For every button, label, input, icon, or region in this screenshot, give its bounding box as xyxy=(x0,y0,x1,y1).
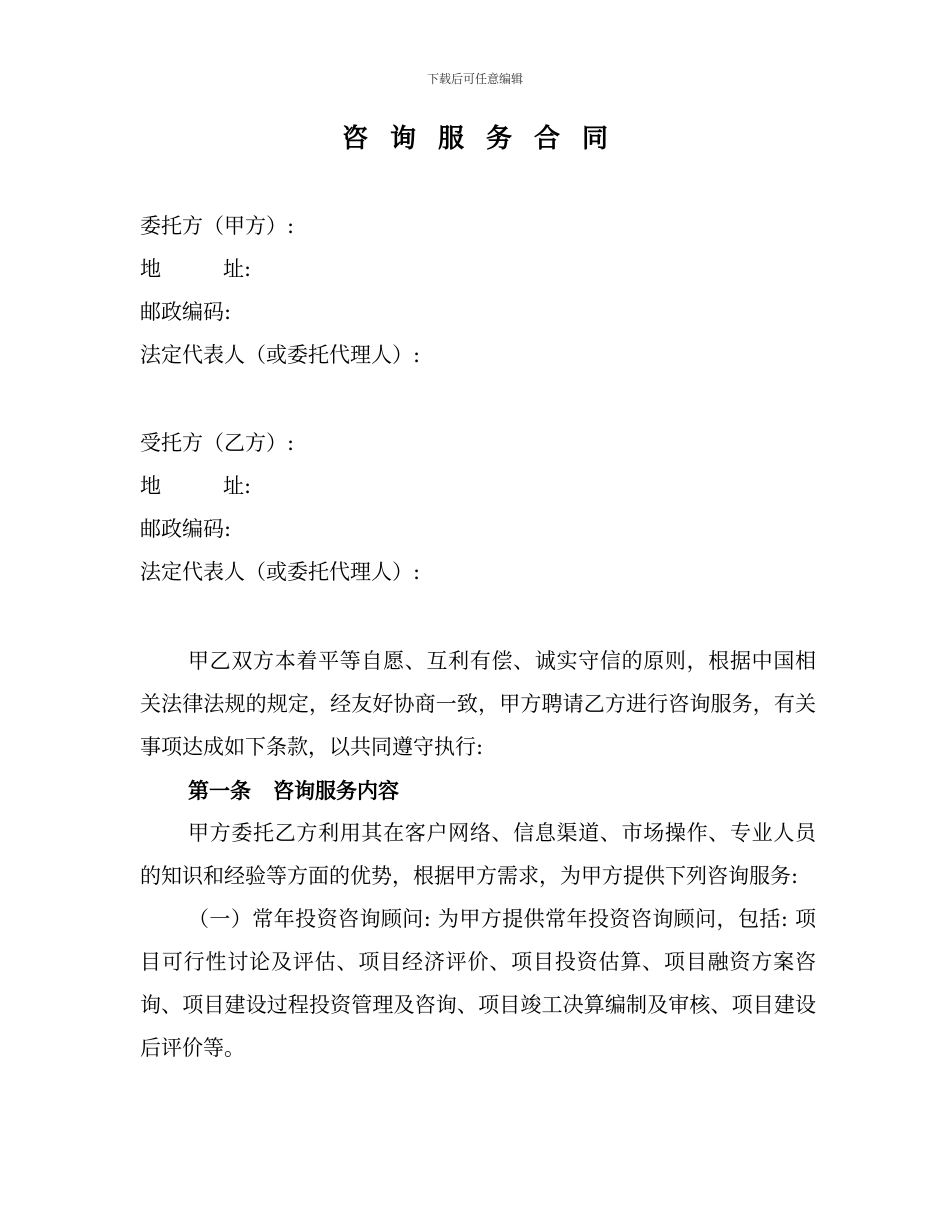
article-1-item-1-paragraph: （一）常年投资咨询顾问: 为甲方提供常年投资咨询顾问，包括: 项目可行性讨论及评估、项目经济评价、项目投资估算、项目融资方案咨询、项目建设过程投资管理及咨询、项目竣工决算编制及审核、项目建设后评价等。 xyxy=(140,907,816,1060)
preamble-paragraph: 甲乙双方本着平等自愿、互利有偿、诚实守信的原则，根据中国相关法律法规的规定，经友好协商一致，甲方聘请乙方进行咨询服务，有关事项达成如下条款，以共同遵守执行: xyxy=(140,649,816,759)
party-b-address-label xyxy=(140,465,816,508)
contract-body xyxy=(140,640,816,1070)
party-a-address-label xyxy=(140,248,816,291)
article-1-heading xyxy=(140,769,816,812)
party-a-section xyxy=(140,205,816,377)
party-b-postcode-label: 邮政编码: xyxy=(140,517,232,541)
header-note: 下载后可任意编辑 xyxy=(426,72,523,86)
address-label-part-1: 地 xyxy=(140,474,161,498)
article-1-intro-paragraph: 甲方委托乙方利用其在客户网络、信息渠道、市场操作、专业人员的知识和经验等方面的优势，根据甲方需求，为甲方提供下列咨询服务: xyxy=(140,821,816,888)
party-a-postcode-label: 邮政编码: xyxy=(140,300,232,324)
party-b-representative-label: 法定代表人（或委托代理人）: xyxy=(140,560,421,584)
party-b-label: 受托方（乙方）: xyxy=(140,431,295,455)
article-1-title: 咨询服务内容 xyxy=(273,778,399,803)
party-b-section xyxy=(140,422,816,594)
party-a-representative-label: 法定代表人（或委托代理人）: xyxy=(140,343,421,367)
address-label-part-1: 地 xyxy=(140,257,161,281)
address-label-part-2: 址: xyxy=(223,474,252,498)
party-a-label: 委托方（甲方）: xyxy=(140,214,295,238)
article-1-number: 第一条 xyxy=(188,778,251,803)
address-label-part-2: 址: xyxy=(223,257,252,281)
document-title: 咨询服务合同 xyxy=(341,124,630,154)
